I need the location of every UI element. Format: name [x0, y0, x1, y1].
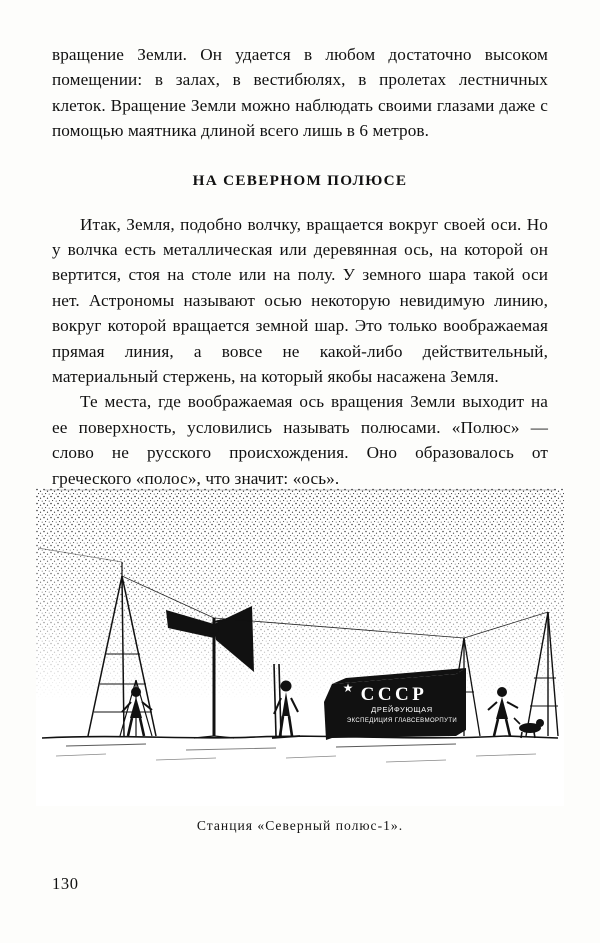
polar-station-drawing	[36, 488, 564, 806]
snow-texture	[56, 754, 536, 762]
sky-speckle	[36, 488, 564, 700]
tent-text-sssr: СССР	[360, 684, 428, 705]
tent-text-drifting: ДРЕЙФУЮЩАЯ	[371, 705, 433, 714]
figure-block	[36, 488, 564, 834]
figure-caption: Станция «Северный полюс-1».	[196, 818, 404, 833]
ground-line	[42, 736, 558, 750]
tent-star-icon: ★	[342, 681, 354, 695]
paragraph-intro: вращение Земли. Он удается в любом достаточно высоком помещении: в залах, в вестибюлях, в пролетах лестничных клеток. Вращение Земли можно наблюдать своими глазами даже с помощью маятника длиной всего лишь в 6 метров.	[52, 45, 548, 141]
paragraph-axis: Итак, Земля, подобно волчку, вращается вокруг своей оси. Но у волчка есть металлическая или деревянная ось, на которой он вертится, стоя на столе или на полу. У земного шара такой оси нет. Астрономы называют осью некоторую невидимую линию, вокруг которой вращается земной шар. Это только воображаемая прямая линия, а вовсе не какой-либо действительный, материальный стержень, на который якобы насажена Земля.	[52, 214, 548, 387]
figure-illustration	[36, 488, 564, 806]
paragraph-poles: Те места, где воображаемая ось вращения Земли выходит на ее поверхность, условились называть полюсами. «Полюс» — слово не русского происхождения. Оно образовалось от греческого «полос», что значит: «ось».	[52, 392, 548, 488]
tent-text-expedition: ЭКСПЕДИЦИЯ ГЛАВСЕВМОРПУТИ	[346, 718, 458, 724]
section-heading: НА СЕВЕРНОМ ПОЛЮСЕ	[192, 171, 408, 189]
page-number: 130	[52, 874, 79, 893]
text-column	[52, 42, 548, 542]
expedition-tent	[324, 668, 466, 740]
